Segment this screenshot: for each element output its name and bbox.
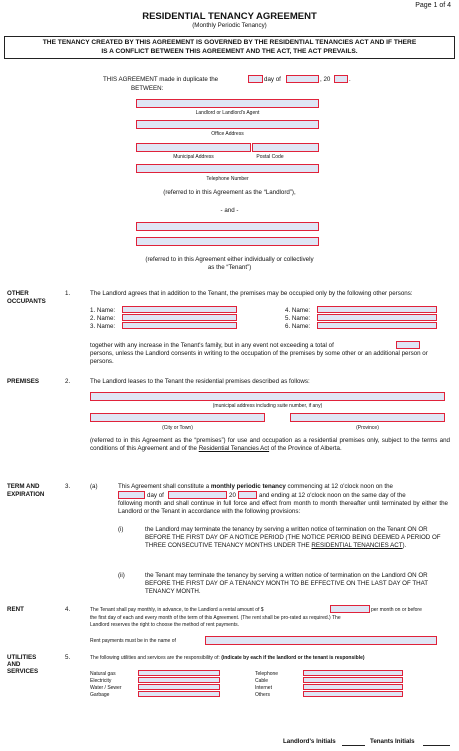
utility-internet: Internet <box>255 685 272 691</box>
landlord-initials-label: Landlord's Initials <box>283 738 336 745</box>
occupant-6-field[interactable] <box>317 322 437 329</box>
and-separator: - and - <box>220 207 239 214</box>
utilities-intro: The following utilities and services are the responsibility of: (indicate by each if the landlord or the tenant is responsible) <box>90 655 365 661</box>
rent-amount-field[interactable] <box>330 605 370 613</box>
day-field[interactable] <box>248 75 263 83</box>
tenant-name-field-2[interactable] <box>136 237 319 246</box>
start-20: 20 <box>229 492 236 499</box>
banner-line-1: THE TENANCY CREATED BY THIS AGREEMENT IS GOVERNED BY THE RESIDENTIAL TENANCIES ACT AND IF THERE <box>42 39 417 46</box>
municipal-address-field[interactable] <box>136 143 251 152</box>
name-2-label: 2. Name: <box>90 315 116 322</box>
utility-garbage: Garbage <box>90 692 110 698</box>
month-field[interactable] <box>286 75 319 83</box>
municipal-label: Municipal Address <box>173 154 214 160</box>
telephone-field[interactable] <box>136 164 319 173</box>
payable-text: Rent payments must be in the name of <box>90 638 176 644</box>
family-limit-text: together with any increase in the Tenant's family, but in any event not exceeding a total of <box>90 342 334 349</box>
year-prefix: , 20 <box>320 76 331 83</box>
tenant-initials-line[interactable] <box>423 745 450 746</box>
section-4-heading: RENT <box>7 606 24 613</box>
internet-field[interactable] <box>303 684 403 690</box>
sub-a-label: (a) <box>90 483 98 490</box>
electricity-field[interactable] <box>138 677 220 683</box>
name-6-label: 6. Name: <box>285 323 311 330</box>
payable-name-field[interactable] <box>205 636 437 645</box>
section-2-heading: PREMISES <box>7 378 39 385</box>
section-3-heading: TERM AND EXPIRATION <box>7 483 45 498</box>
section-1-number: 1. <box>65 290 71 297</box>
section-2-text: The Landlord leases to the Tenant the residential premises described as follows: <box>90 378 310 385</box>
rent-line-2: the first day of each and every month of the term of this Agreement. (The rent shall be pro-rated as required.) The <box>90 615 341 621</box>
landlord-label: Landlord or Landlord's Agent <box>195 110 260 116</box>
utility-electricity: Electricity <box>90 678 112 684</box>
utility-others: Others <box>255 692 271 698</box>
sub-ii-text: the Tenant may terminate the tenancy by serving a written notice of termination on the Landlord ON OR BEFORE THE FIRST DAY OF A TENANCY MONTH TO BE EFFECTIVE ON THE LAST DAY OF THAT TENANCY MONTH. <box>145 572 428 595</box>
landlord-reference: (referred to in this Agreement as the “Landlord”), <box>163 189 296 196</box>
postal-label: Postal Code <box>256 154 284 160</box>
occupant-2-field[interactable] <box>122 314 237 321</box>
start-year-field[interactable] <box>238 491 257 499</box>
tenant-reference-2: as the “Tenant”) <box>207 264 252 271</box>
start-month-field[interactable] <box>168 491 227 499</box>
act-banner <box>4 36 455 59</box>
occupant-5-field[interactable] <box>317 314 437 321</box>
sub-a-rest: following month and shall continue in full force and effect from month to month thereafter until terminated by either the Landlord or the Tenant in accordance with the following provisions: <box>118 500 448 515</box>
province-label: (Province) <box>356 425 379 431</box>
section-4-number: 4. <box>65 606 71 613</box>
page-number: Page 1 of 4 <box>415 2 451 9</box>
occupant-1-field[interactable] <box>122 306 237 313</box>
premises-address-field[interactable] <box>90 392 445 401</box>
utility-cable: Cable <box>255 678 269 684</box>
city-field[interactable] <box>90 413 265 422</box>
sub-a-line-2: and ending at 12 o'clock noon on the same day of the <box>259 492 406 499</box>
office-address-field[interactable] <box>136 120 319 129</box>
section-1-heading: OTHER OCCUPANTS <box>7 290 46 305</box>
section-5-number: 5. <box>65 654 71 661</box>
section-5-heading: UTILITIES AND SERVICES <box>7 654 39 675</box>
occupant-3-field[interactable] <box>122 322 237 329</box>
garbage-field[interactable] <box>138 691 220 697</box>
name-1-label: 1. Name: <box>90 307 116 314</box>
telephone-utility-field[interactable] <box>303 670 403 676</box>
section-3-number: 3. <box>65 483 71 490</box>
water-field[interactable] <box>138 684 220 690</box>
utility-water: Water / Sewer <box>90 685 122 691</box>
document-subtitle: (Monthly Periodic Tenancy) <box>192 22 267 29</box>
province-field[interactable] <box>290 413 445 422</box>
tenant-initials-label: Tenants Initials <box>370 738 415 745</box>
name-3-label: 3. Name: <box>90 323 116 330</box>
utility-natural-gas: Natural gas <box>90 671 116 677</box>
occupant-4-field[interactable] <box>317 306 437 313</box>
sub-ii-label: (ii) <box>118 572 125 579</box>
start-day-field[interactable] <box>118 491 145 499</box>
section-2-number: 2. <box>65 378 71 385</box>
landlord-name-field[interactable] <box>136 99 319 108</box>
office-label: Office Address <box>211 131 244 137</box>
sub-a-line-1: This Agreement shall constitute a monthly periodic tenancy commencing at 12 o'clock noon on the <box>118 483 393 490</box>
rent-per-month: per month on or before <box>371 607 422 613</box>
max-occupants-field[interactable] <box>396 341 420 349</box>
premises-municipal-label: (municipal address including suite number, if any) <box>212 403 323 409</box>
rent-amount-text: The Tenant shall pay monthly, in advance, to the Landlord a rental amount of $ <box>90 607 264 613</box>
others-field[interactable] <box>303 691 403 697</box>
between-label: BETWEEN: <box>131 85 164 92</box>
utility-telephone: Telephone <box>255 671 279 677</box>
postal-code-field[interactable] <box>252 143 319 152</box>
start-day-of: day of <box>147 492 164 499</box>
landlord-initials-line[interactable] <box>342 745 365 746</box>
name-5-label: 5. Name: <box>285 315 311 322</box>
family-rest-text: persons, unless the Landlord consents in writing to the occupation of the premises by some other or an additional person or persons. <box>90 350 428 365</box>
cable-field[interactable] <box>303 677 403 683</box>
act-name-link: Residential Tenancies Act <box>198 445 270 452</box>
premises-use-text: (referred to in this Agreement as the “premises”) for use and occupation as a residential premises only, subject to the terms and conditions of this Agreement and of the Residential Tenancies Act of the Province of Alberta. <box>90 437 450 452</box>
section-1-text: The Landlord agrees that in addition to the Tenant, the premises may be occupied only by the following other persons: <box>90 290 413 297</box>
day-of-text: day of <box>264 76 281 83</box>
year-field[interactable] <box>334 75 348 83</box>
natural-gas-field[interactable] <box>138 670 220 676</box>
tenant-name-field-1[interactable] <box>136 222 319 231</box>
city-label: (City or Town) <box>162 425 193 431</box>
sub-i-label: (i) <box>118 526 124 533</box>
banner-line-2: IS A CONFLICT BETWEEN THIS AGREEMENT AND THE ACT, THE ACT PREVAILS. <box>101 48 358 55</box>
name-4-label: 4. Name: <box>285 307 311 314</box>
intro-period: . <box>349 76 351 83</box>
tenant-reference-1: (referred to in this Agreement either individually or collectively <box>145 256 314 263</box>
made-text: THIS AGREEMENT made in duplicate the <box>103 76 219 83</box>
sub-i-text: the Landlord may terminate the tenancy by serving a written notice of termination on the Tenant ON OR BEFORE THE FIRST DAY OF A NOTICE PERIOD (THE NOTICE PERIOD BEING DEEMED A PERIOD OF THREE CONSECUTIVE TENANCY MONTHS UNDER THE RESIDENTIAL TENANCIES ACT). <box>145 526 441 549</box>
document-title: RESIDENTIAL TENANCY AGREEMENT <box>142 11 317 22</box>
rent-line-3: Landlord reserves the right to choose the method of rent payments. <box>90 622 239 628</box>
phone-label: Telephone Number <box>206 176 249 182</box>
